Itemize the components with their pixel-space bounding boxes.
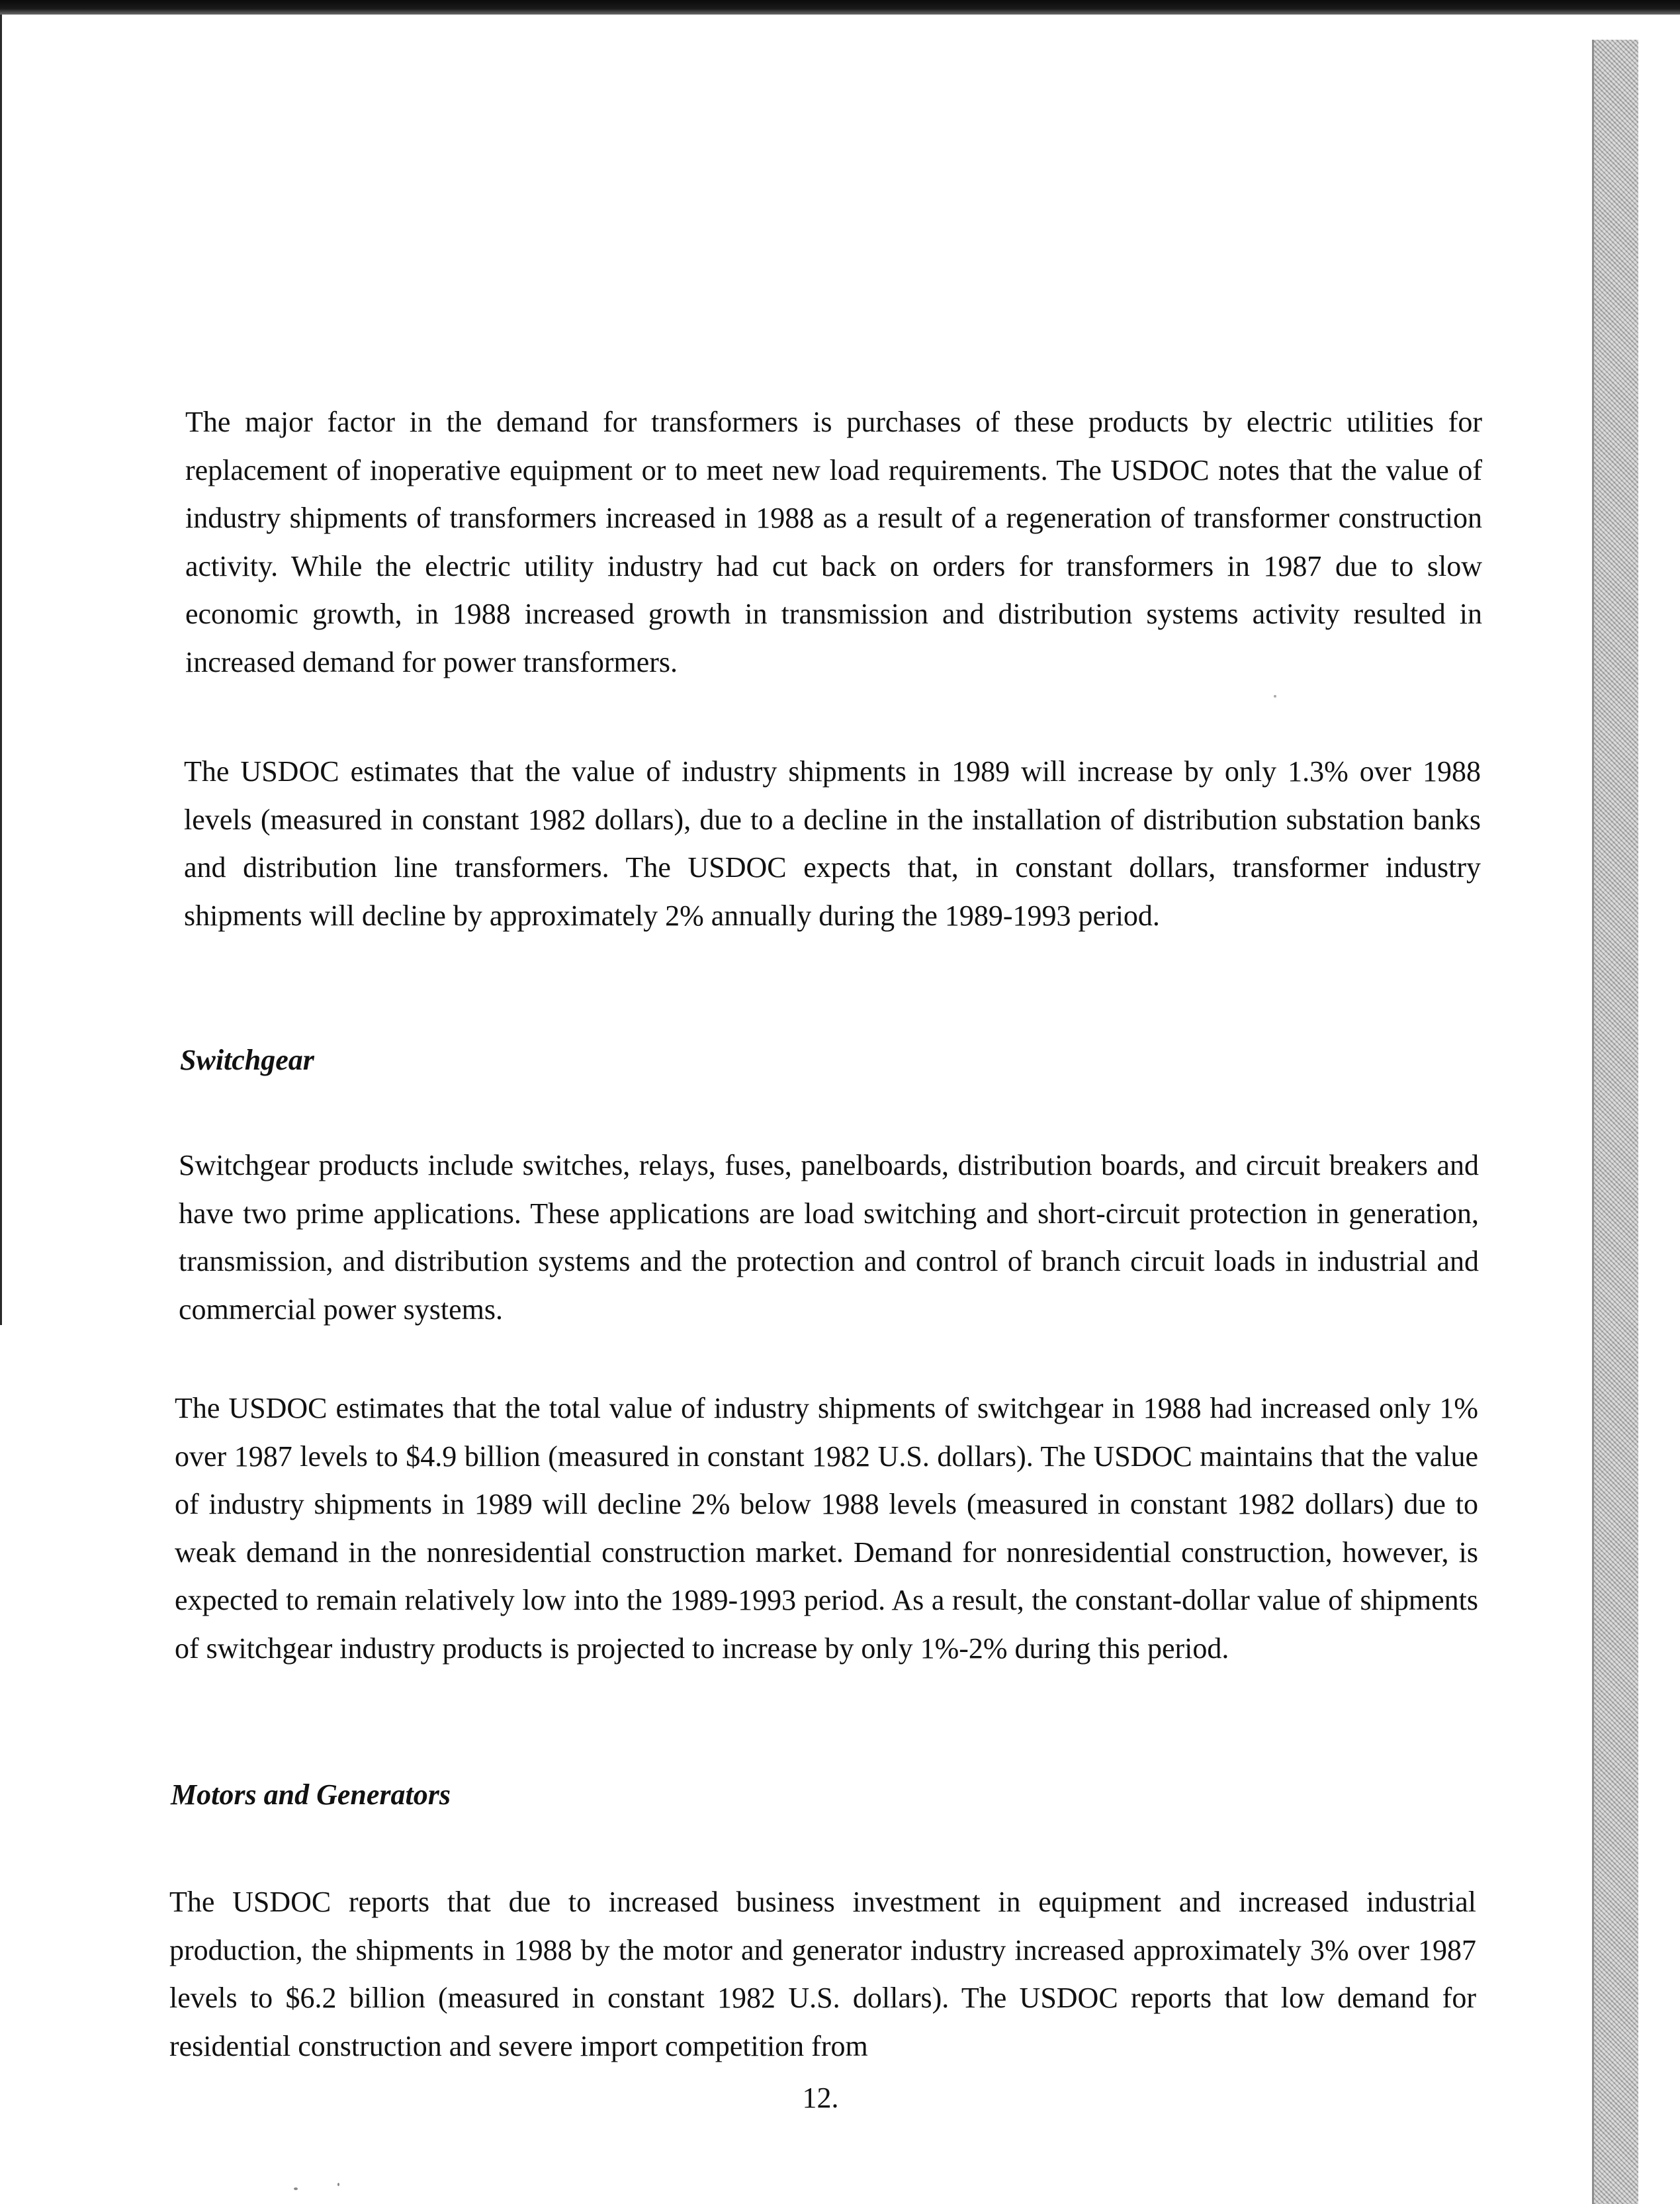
scan-top-edge <box>0 0 1680 15</box>
scan-speck <box>1274 695 1276 698</box>
paragraph-switchgear-products: Switchgear products include switches, relays, fuses, panelboards, distribution boards, and circuit breakers and have two prime applications. These applications are load switching and short-circuit protection in generation, transmission, and distribution systems and the protection and control of branch circuit loads in industrial and commercial power systems. <box>179 1149 1479 1326</box>
page-number: 12. <box>802 2082 839 2114</box>
scan-speck <box>337 2183 339 2186</box>
paragraph-motors-report: The USDOC reports that due to increased business investment in equipment and increased industrial production, the shipments in 1988 by the motor and generator industry increased approximately 3% over 1987 levels to $6.2 billion (measured in constant 1982 U.S. dollars). The USDOC reports that low demand for residential construction and severe import competition from <box>169 1886 1476 2062</box>
heading-switchgear: Switchgear <box>180 1044 314 1076</box>
scan-right-margin <box>1638 15 1680 2204</box>
paragraph-switchgear-estimate: The USDOC estimates that the total value of industry shipments of switchgear in 1988 had increased only 1% over 1987 levels to $4.9 billion (measured in constant 1982 U.S. dollars). The USDOC maintains that the value of industry shipments in 1989 will decline 2% below 1988 levels (measured in constant 1982 dollars) due to weak demand in the nonresidential construction market. Demand for nonresidential construction, however, is expected to remain relatively low into the 1989-1993 period. As a result, the constant-dollar value of shipments of switchgear industry products is projected to increase by only 1%-2% during this period. <box>175 1392 1478 1665</box>
paragraph-transformers-estimate: The USDOC estimates that the value of industry shipments in 1989 will increase by only 1.3% over 1988 levels (measured in constant 1982 dollars), due to a decline in the installation of distribution substation banks and distribution line transformers. The USDOC expects that, in constant dollars, transformer industry shipments will decline by approximately 2% annually during the 1989-1993 period. <box>184 755 1481 932</box>
scan-left-edge <box>0 15 2 1325</box>
scan-right-edge <box>1592 40 1640 2204</box>
heading-motors-generators: Motors and Generators <box>171 1778 451 1811</box>
scan-speck <box>294 2187 298 2190</box>
paragraph-transformers-demand: The major factor in the demand for transformers is purchases of these products by electric utilities for replacement of inoperative equipment or to meet new load requirements. The USDOC notes that the value of industry shipments of transformers increased in 1988 as a result of a regeneration of transformer construction activity. While the electric utility industry had cut back on orders for transformers in 1987 due to slow economic growth, in 1988 increased growth in transmission and distribution systems activity resulted in increased demand for power transformers. <box>185 406 1482 678</box>
